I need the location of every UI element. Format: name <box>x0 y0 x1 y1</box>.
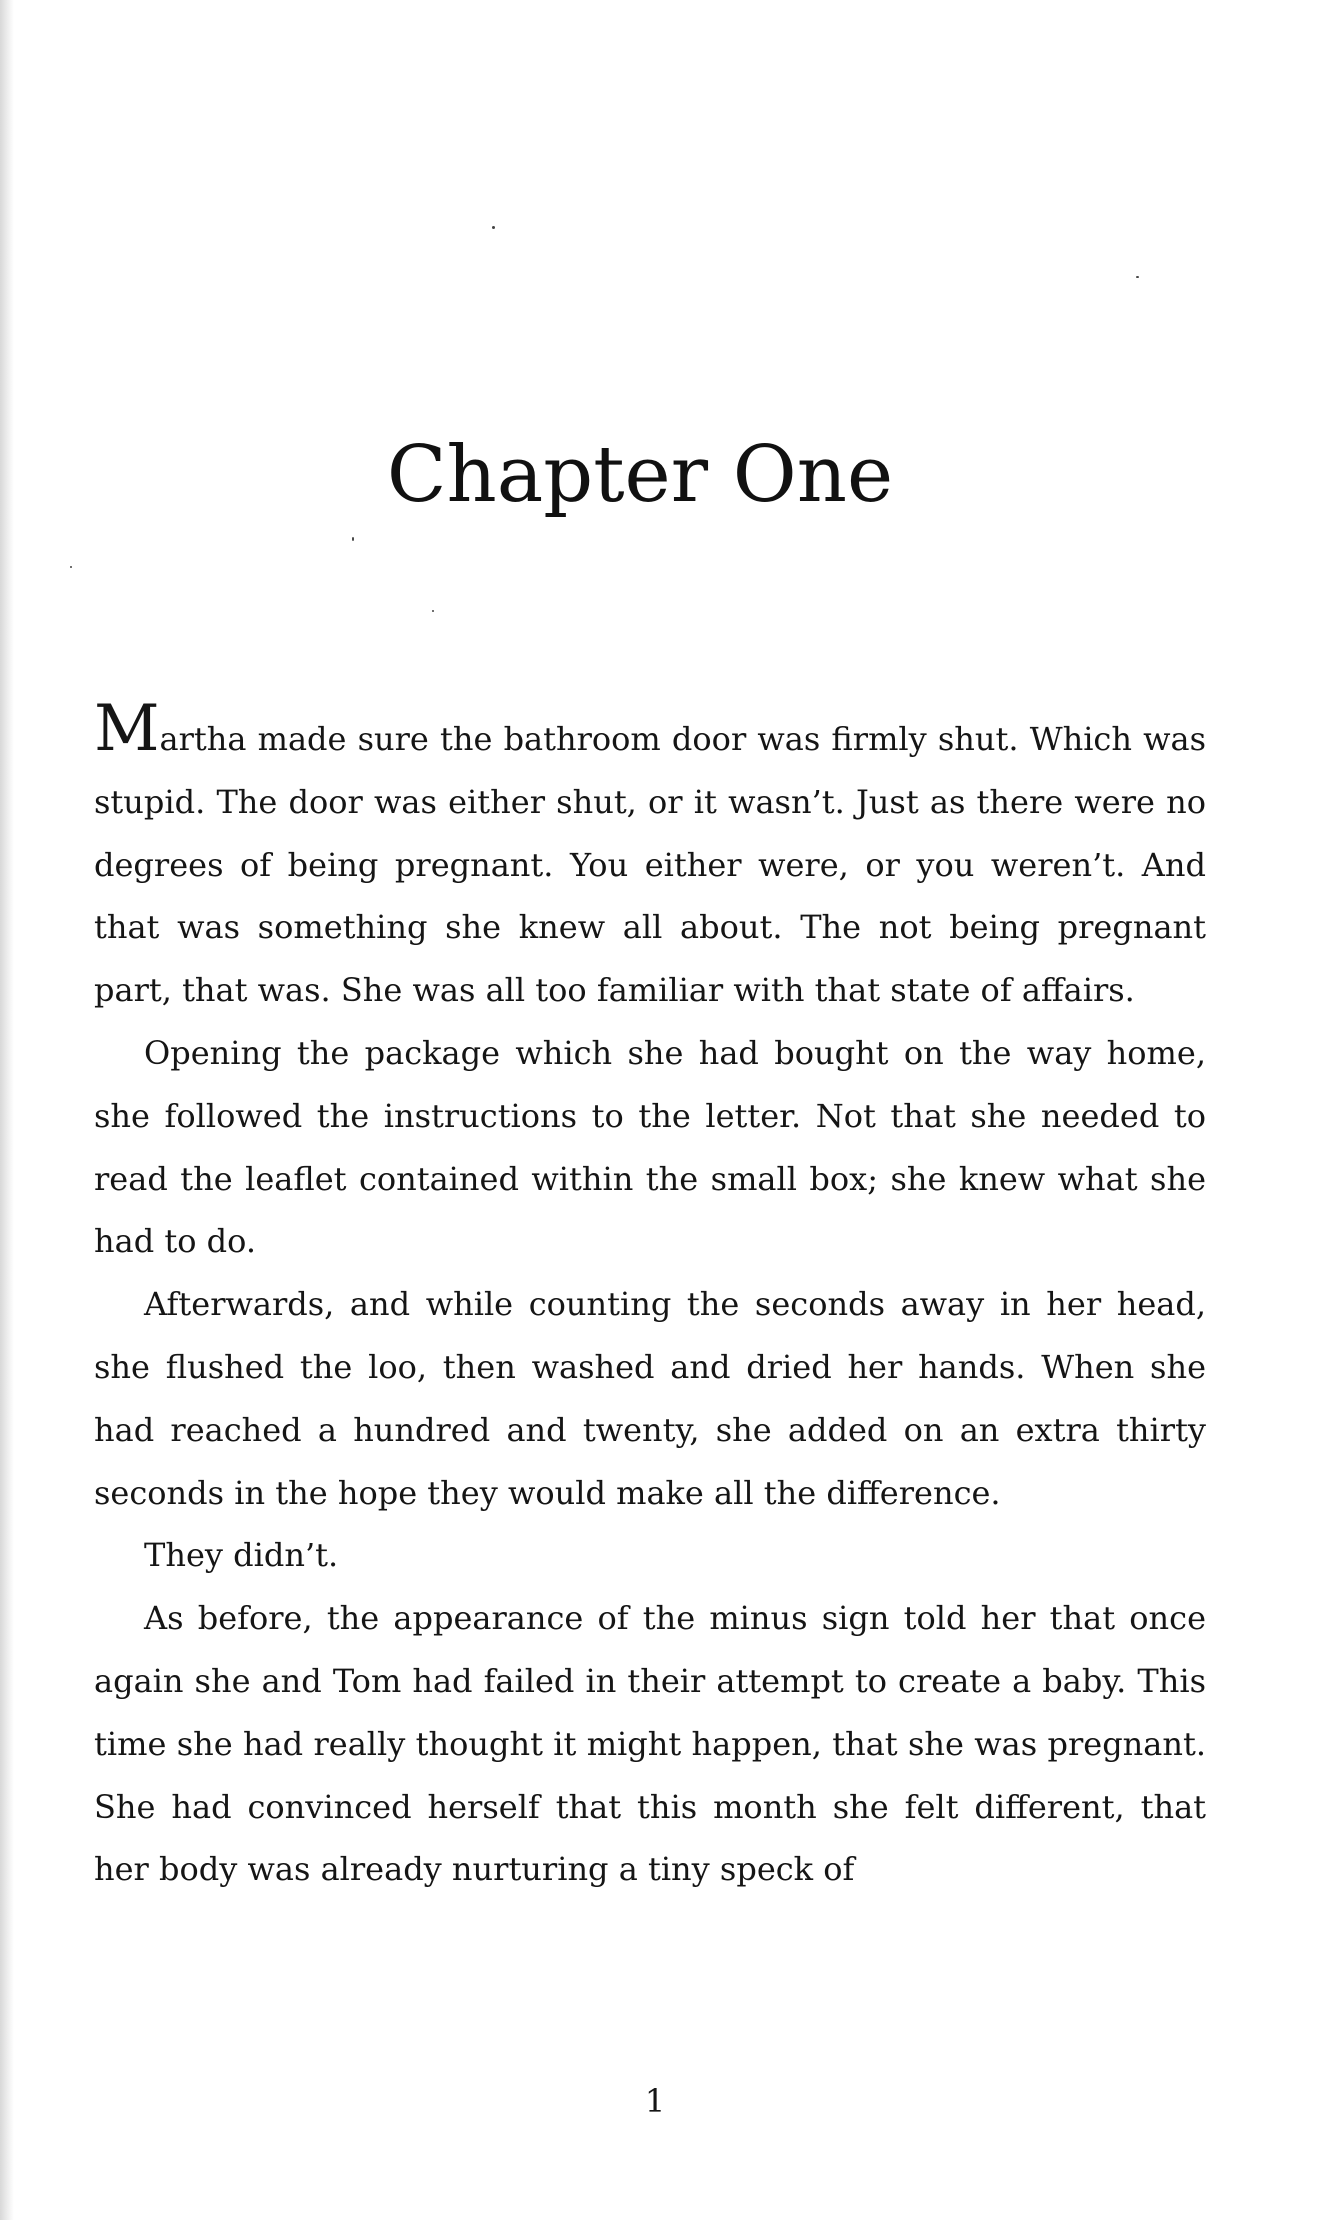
paragraph-2: Opening the package which she had bought on the way home, she followed the instructions to the letter. Not that she needed to read the leaflet contained within the small box; she knew what she had to do. <box>94 1033 1206 1261</box>
scan-speck <box>1136 276 1139 278</box>
chapter-title: Chapter One <box>386 430 894 520</box>
page-number: 1 <box>644 2082 666 2120</box>
paragraph-1-text: artha made sure the bathroom door was firmly shut. Which was stupid. The door was either shut, or it wasn’t. Just as there were no degrees of being pregnant. You either were, or you weren’t. And that was something she knew all about. The not being pregnant part, that was. She was all too familiar with that state of affairs. <box>94 720 1206 1010</box>
paragraph-5: As before, the appearance of the minus sign told her that once again she and Tom had failed in their attempt to create a baby. This time she had really thought it might happen, that she was pregnant. She had convinced herself that this month she felt different, that her body was already nurturing a tiny speck of <box>94 1599 1206 1889</box>
drop-cap: M <box>94 692 160 766</box>
paragraph-1 <box>94 692 1206 1022</box>
scan-speck <box>352 537 354 541</box>
paragraph-4: They didn’t. <box>144 1536 339 1575</box>
chapter-body <box>94 692 1206 1901</box>
paragraph-3: Afterwards, and while counting the seconds away in her head, she flushed the loo, then washed and dried her hands. When she had reached a hundred and twenty, she added on an extra thirty seconds in the hope they would make all the difference. <box>94 1285 1206 1512</box>
scan-speck <box>492 226 495 229</box>
page-binding-shadow <box>0 0 14 2220</box>
scan-speck <box>432 610 434 612</box>
scan-speck <box>70 566 72 568</box>
